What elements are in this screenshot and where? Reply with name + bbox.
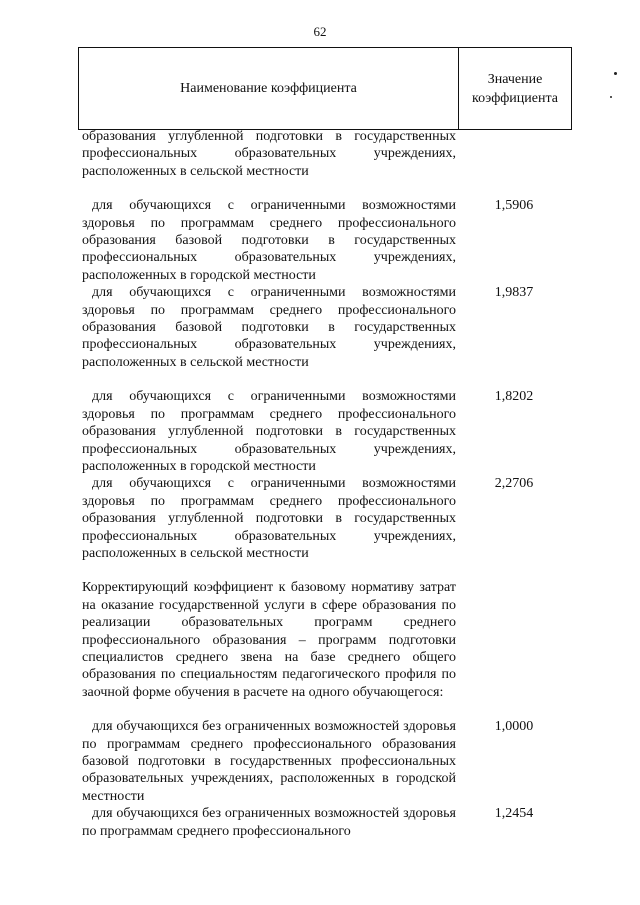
table-row [82,718,572,805]
row-value: 1,8202 [494,389,534,405]
row-text: для обучающихся без ограниченных возможностей здоровья по программам среднего профессионального образования базовой подготовки в государственных профессиональных образовательных учреждениях, расположенных в городской местности [82,719,456,804]
row-text: для обучающихся с ограниченными возможностями здоровья по программам среднего профессионального образования углубленной подготовки в государственных профессиональных образовательных учреждениях, расположенных в сельской местности [82,476,456,561]
table-row [82,388,572,475]
table-row [82,579,572,701]
row-text: образования углубленной подготовки в государственных профессиональных образовательных учреждениях, расположенных в сельской местности [82,129,456,179]
coefficient-table-body [82,128,572,840]
table-header [78,47,572,130]
scan-speck [614,72,617,75]
row-value: 1,2454 [494,806,534,822]
table-row [82,805,572,840]
table-row [82,475,572,562]
row-text: для обучающихся с ограниченными возможностями здоровья по программам среднего профессионального образования базовой подготовки в государственных профессиональных образовательных учреждениях, расположенных в сельской местности [82,285,456,370]
table-row [82,128,572,180]
row-text: для обучающихся без ограниченных возможностей здоровья по программам среднего профессионального [82,806,456,839]
header-name-column: Наименование коэффициента [79,48,459,129]
row-value: 1,9837 [494,285,534,301]
page-number: 62 [313,24,327,39]
header-value-column: Значение коэффициента [472,71,558,106]
row-text: для обучающихся с ограниченными возможностями здоровья по программам среднего профессионального образования базовой подготовки в государственных профессиональных образовательных учреждениях, расположенных в городской местности [82,198,456,283]
row-value: 2,2706 [494,476,534,492]
table-row [82,284,572,371]
row-value: 1,5906 [494,198,534,214]
row-value: 1,0000 [494,719,534,735]
row-text: Корректирующий коэффициент к базовому нормативу затрат на оказание государственной услуги в сфере образования по реализации образовательных программ среднего профессионального образования – программ подготовки специалистов среднего звена на базе среднего общего образования по специальностям педагогического профиля по заочной форме обучения в расчете на одного обучающегося: [82,580,456,700]
table-row [82,197,572,284]
row-text: для обучающихся с ограниченными возможностями здоровья по программам среднего профессионального образования углубленной подготовки в государственных профессиональных образовательных учреждениях, расположенных в городской местности [82,389,456,474]
scan-speck [610,96,612,98]
